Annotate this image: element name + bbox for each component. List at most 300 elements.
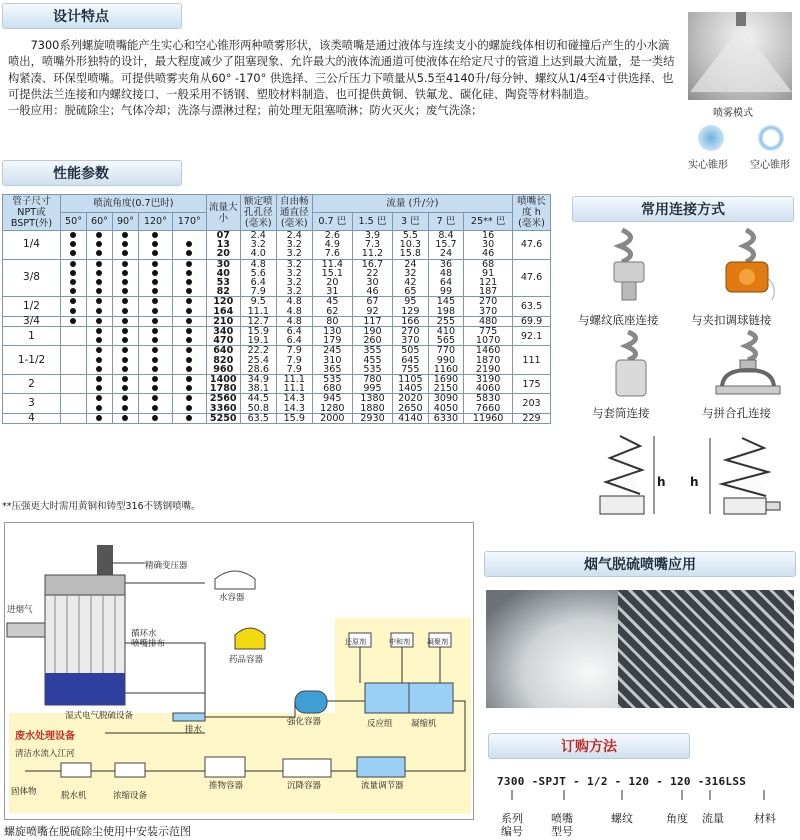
angle-cell bbox=[86, 249, 112, 259]
order-label-model: 喷嘴型号 bbox=[551, 812, 573, 838]
angle-cell bbox=[86, 316, 112, 326]
sleeve-nozzle-icon bbox=[604, 330, 658, 400]
flow-cell: 1280 bbox=[312, 404, 352, 414]
availability-dot-icon bbox=[152, 415, 158, 421]
angle-cell bbox=[86, 231, 112, 241]
flow-size-cell: 120 bbox=[206, 297, 240, 307]
availability-dot-icon bbox=[152, 395, 158, 401]
flow-cell: 410 bbox=[428, 327, 464, 337]
flow-cell: 455 bbox=[352, 356, 392, 365]
orifice-cell: 4.8 bbox=[240, 259, 276, 269]
size-cell: 1-1/2 bbox=[3, 346, 61, 375]
flow-cell: 5830 bbox=[464, 394, 513, 404]
availability-dot-icon bbox=[186, 357, 192, 363]
flow-cell: 990 bbox=[428, 356, 464, 365]
label-dehydrator: 脱水机 bbox=[61, 791, 87, 801]
flow-size-cell: 470 bbox=[206, 336, 240, 346]
availability-dot-icon bbox=[96, 261, 102, 267]
angle-cell bbox=[61, 316, 87, 326]
length-cell: 175 bbox=[513, 375, 551, 394]
passage-cell: 6.4 bbox=[276, 336, 312, 346]
label-sediment-tank: 推物容器 bbox=[209, 781, 244, 791]
availability-dot-icon bbox=[122, 270, 128, 276]
passage-cell: 4.8 bbox=[276, 316, 312, 326]
angle-cell bbox=[112, 384, 138, 394]
flow-cell: 16.7 bbox=[352, 259, 392, 269]
angle-cell bbox=[172, 287, 206, 297]
orifice-cell: 6.4 bbox=[240, 278, 276, 287]
flow-cell: 31 bbox=[312, 287, 352, 297]
flow-cell: 48 bbox=[428, 269, 464, 278]
orifice-cell: 7.9 bbox=[240, 287, 276, 297]
angle-cell bbox=[61, 346, 87, 356]
label-wet-esp: 湿式电气脱硫设备 bbox=[65, 711, 134, 721]
flow-cell: 2.6 bbox=[312, 231, 352, 241]
flow-cell: 260 bbox=[352, 336, 392, 346]
flow-cell: 565 bbox=[428, 336, 464, 346]
applications: 一般应用：脱硫除尘；气体冷却；洗涤与漂淋过程；前处理无阻塞喷淋；防火灭火；废气洗涤； bbox=[8, 104, 483, 118]
flow-cell: 775 bbox=[464, 327, 513, 337]
table-row bbox=[3, 249, 551, 259]
flow-cell: 121 bbox=[464, 278, 513, 287]
passage-cell: 7.9 bbox=[276, 346, 312, 356]
flow-cell: 365 bbox=[312, 365, 352, 375]
availability-dot-icon bbox=[186, 241, 192, 247]
passage-cell: 3.2 bbox=[276, 259, 312, 269]
angle-cell bbox=[138, 316, 172, 326]
availability-dot-icon bbox=[122, 357, 128, 363]
availability-dot-icon bbox=[122, 395, 128, 401]
orifice-cell: 5.6 bbox=[240, 269, 276, 278]
availability-dot-icon bbox=[186, 261, 192, 267]
availability-dot-icon bbox=[96, 366, 102, 372]
orifice-cell: 34.9 bbox=[240, 375, 276, 385]
angle-cell bbox=[138, 413, 172, 423]
table-row bbox=[3, 327, 551, 337]
passage-cell: 3.2 bbox=[276, 249, 312, 259]
flow-cell: 62 bbox=[312, 307, 352, 317]
availability-dot-icon bbox=[96, 357, 102, 363]
angle-cell bbox=[172, 375, 206, 385]
flow-cell: 755 bbox=[393, 365, 429, 375]
availability-dot-icon bbox=[152, 308, 158, 314]
angle-cell bbox=[61, 259, 87, 269]
availability-dot-icon bbox=[186, 279, 192, 285]
angle-cell bbox=[138, 249, 172, 259]
availability-dot-icon bbox=[122, 405, 128, 411]
size-cell: 3 bbox=[3, 394, 61, 413]
angle-cell bbox=[172, 297, 206, 307]
angle-cell bbox=[112, 249, 138, 259]
flow-cell: 24 bbox=[393, 259, 429, 269]
availability-dot-icon bbox=[96, 279, 102, 285]
nozzle-dimension-drawing-2 bbox=[702, 432, 792, 522]
table-row bbox=[3, 307, 551, 317]
flow-cell: 42 bbox=[393, 278, 429, 287]
angle-cell bbox=[138, 384, 172, 394]
angle-cell bbox=[138, 259, 172, 269]
availability-dot-icon bbox=[96, 337, 102, 343]
availability-dot-icon bbox=[152, 250, 158, 256]
pressure-0.7: 0.7 巴 bbox=[312, 213, 352, 231]
flow-cell: 1160 bbox=[428, 365, 464, 375]
angle-cell bbox=[61, 231, 87, 241]
availability-dot-icon bbox=[96, 232, 102, 238]
availability-dot-icon bbox=[122, 347, 128, 353]
angle-60: 60° bbox=[86, 213, 112, 231]
orifice-cell: 50.8 bbox=[240, 404, 276, 414]
flow-cell: 2020 bbox=[393, 394, 429, 404]
flow-cell: 770 bbox=[428, 346, 464, 356]
label-reactor: 反应组 bbox=[367, 719, 393, 729]
availability-dot-icon bbox=[70, 261, 76, 267]
flow-cell: 15.7 bbox=[428, 240, 464, 249]
availability-dot-icon bbox=[70, 270, 76, 276]
split-eyelet-nozzle-icon bbox=[714, 330, 784, 400]
angle-cell bbox=[112, 259, 138, 269]
availability-dot-icon bbox=[186, 415, 192, 421]
angle-50: 50° bbox=[61, 213, 87, 231]
flow-cell: 187 bbox=[464, 287, 513, 297]
order-banner-title: 订购方法 bbox=[561, 739, 617, 755]
angle-90: 90° bbox=[112, 213, 138, 231]
pressure-25: 25** 巴 bbox=[464, 213, 513, 231]
passage-cell: 3.2 bbox=[276, 287, 312, 297]
length-cell: 111 bbox=[513, 346, 551, 375]
length-cell: 203 bbox=[513, 394, 551, 413]
flow-size-cell: 820 bbox=[206, 356, 240, 365]
angle-cell bbox=[112, 231, 138, 241]
angle-cell bbox=[172, 316, 206, 326]
flow-cell: 370 bbox=[393, 336, 429, 346]
length-cell: 47.6 bbox=[513, 259, 551, 297]
connections-banner-title: 常用连接方式 bbox=[641, 202, 725, 218]
fgd-schematic bbox=[4, 522, 474, 820]
flow-cell: 1460 bbox=[464, 346, 513, 356]
order-label-flow: 流量 bbox=[702, 812, 724, 825]
label-transformer: 精确变压器 bbox=[145, 561, 188, 571]
angle-cell bbox=[172, 356, 206, 365]
flow-cell: 91 bbox=[464, 269, 513, 278]
fgd-banner-title: 烟气脱硫喷嘴应用 bbox=[584, 557, 696, 573]
intro-body: 7300系列螺旋喷嘴能产生实心和空心锥形两种喷雾形状，该类喷嘴是通过液体与连续支小的螺旋线体相切和碰撞后产生的小水滴喷出，喷嘴外形独特的设计，最大程度减少了阻塞现象、允许最大的液体流通道可使液体在给定尺寸的管道上达到最大流量，是一类结构紧凑、环保型喷嘴。可提供喷雾夹角从60° -170° 供选择、三公斤压力下喷量从5.5至4140升/每分钟、螺纹从1/4至4寸供选择、也可提供法兰连接和内螺纹接口、一般采用不锈钢、塑胶材料制造、也可提供黄铜、铁氟龙、碳化硅、陶瓷等材料制造。 bbox=[8, 39, 675, 101]
flow-cell: 245 bbox=[312, 346, 352, 356]
availability-dot-icon bbox=[152, 298, 158, 304]
passage-cell: 2.4 bbox=[276, 231, 312, 241]
flow-cell: 1070 bbox=[464, 336, 513, 346]
order-label-angle: 角度 bbox=[666, 812, 688, 825]
availability-dot-icon bbox=[152, 366, 158, 372]
angle-cell bbox=[86, 278, 112, 287]
col-size: 管子尺寸 NPT或 BSPT(外) bbox=[3, 195, 61, 231]
order-label-thread: 螺纹 bbox=[611, 812, 633, 825]
flow-cell: 30 bbox=[352, 278, 392, 287]
table-row bbox=[3, 375, 551, 385]
label-chem-tank: 药品容器 bbox=[229, 655, 264, 665]
angle-cell bbox=[86, 413, 112, 423]
availability-dot-icon bbox=[96, 241, 102, 247]
col-orifice: 额定喷孔孔径(毫米) bbox=[240, 195, 276, 231]
label-reagent3: 凝聚剂 bbox=[427, 638, 448, 646]
flow-cell: 198 bbox=[428, 307, 464, 317]
flow-cell: 310 bbox=[312, 356, 352, 365]
availability-dot-icon bbox=[96, 328, 102, 334]
passage-cell: 11.1 bbox=[276, 384, 312, 394]
order-code: 7300 -SPJT - 1/2 - 120 - 120 -316LSS bbox=[497, 775, 747, 788]
angle-cell bbox=[172, 231, 206, 241]
angle-cell bbox=[112, 404, 138, 414]
angle-cell bbox=[86, 336, 112, 346]
connection-clamp-ball: 与夹扣调球链接 bbox=[691, 313, 772, 327]
design-banner bbox=[2, 3, 182, 29]
flow-cell: 2650 bbox=[393, 404, 429, 414]
schematic-drawing bbox=[5, 523, 475, 821]
flow-cell: 4140 bbox=[393, 413, 429, 423]
availability-dot-icon bbox=[96, 385, 102, 391]
availability-dot-icon bbox=[122, 279, 128, 285]
angle-cell bbox=[86, 307, 112, 317]
availability-dot-icon bbox=[186, 328, 192, 334]
flow-cell: 95 bbox=[393, 297, 429, 307]
availability-dot-icon bbox=[96, 298, 102, 304]
size-cell: 1 bbox=[3, 327, 61, 346]
orifice-cell: 11.1 bbox=[240, 307, 276, 317]
angle-cell bbox=[172, 259, 206, 269]
orifice-cell: 12.7 bbox=[240, 316, 276, 326]
flow-cell: 36 bbox=[428, 259, 464, 269]
angle-cell bbox=[86, 356, 112, 365]
flow-cell: 355 bbox=[352, 346, 392, 356]
angle-cell bbox=[172, 394, 206, 404]
pressure-7: 7 巴 bbox=[428, 213, 464, 231]
flow-size-cell: 164 bbox=[206, 307, 240, 317]
angle-cell bbox=[61, 336, 87, 346]
availability-dot-icon bbox=[152, 318, 158, 324]
label-circulating: 循环水 bbox=[131, 629, 157, 639]
availability-dot-icon bbox=[122, 241, 128, 247]
availability-dot-icon bbox=[122, 415, 128, 421]
spray-mode-caption: 喷雾模式 bbox=[713, 108, 753, 119]
flow-cell: 22 bbox=[352, 269, 392, 278]
col-angle: 喷流角度(0.7巴时) bbox=[61, 195, 207, 213]
availability-dot-icon bbox=[186, 270, 192, 276]
angle-cell bbox=[172, 365, 206, 375]
spray-pattern-photo bbox=[688, 12, 792, 100]
table-row bbox=[3, 413, 551, 423]
flow-size-cell: 07 bbox=[206, 231, 240, 241]
angle-cell bbox=[112, 394, 138, 404]
availability-dot-icon bbox=[96, 347, 102, 353]
angle-cell bbox=[138, 287, 172, 297]
flow-cell: 3090 bbox=[428, 394, 464, 404]
angle-cell bbox=[112, 346, 138, 356]
flow-cell: 4060 bbox=[464, 384, 513, 394]
solid-cone-caption: 实心锥形 bbox=[688, 160, 728, 171]
flow-cell: 680 bbox=[312, 384, 352, 394]
angle-cell bbox=[112, 297, 138, 307]
table-row bbox=[3, 269, 551, 278]
angle-cell bbox=[112, 240, 138, 249]
flow-size-cell: 960 bbox=[206, 365, 240, 375]
angle-cell bbox=[172, 336, 206, 346]
flow-cell: 179 bbox=[312, 336, 352, 346]
passage-cell: 15.9 bbox=[276, 413, 312, 423]
availability-dot-icon bbox=[70, 308, 76, 314]
flow-size-cell: 53 bbox=[206, 278, 240, 287]
angle-cell bbox=[112, 278, 138, 287]
passage-cell: 14.3 bbox=[276, 404, 312, 414]
length-cell: 229 bbox=[513, 413, 551, 423]
flow-cell: 11.2 bbox=[352, 249, 392, 259]
availability-dot-icon bbox=[186, 395, 192, 401]
size-cell: 3/8 bbox=[3, 259, 61, 297]
flow-cell: 45 bbox=[312, 297, 352, 307]
angle-cell bbox=[61, 297, 87, 307]
availability-dot-icon bbox=[152, 279, 158, 285]
solid-cone-icon bbox=[698, 125, 724, 151]
angle-cell bbox=[86, 375, 112, 385]
table-row bbox=[3, 297, 551, 307]
angle-cell bbox=[112, 307, 138, 317]
angle-cell bbox=[86, 287, 112, 297]
pressure-3: 3 巴 bbox=[393, 213, 429, 231]
availability-dot-icon bbox=[186, 337, 192, 343]
availability-dot-icon bbox=[186, 308, 192, 314]
flow-cell: 505 bbox=[393, 346, 429, 356]
angle-cell bbox=[112, 375, 138, 385]
angle-cell bbox=[61, 404, 87, 414]
col-passage: 自由畅通直径(毫米) bbox=[276, 195, 312, 231]
angle-cell bbox=[61, 365, 87, 375]
col-length: 喷嘴长度 h (毫米) bbox=[513, 195, 551, 231]
table-row bbox=[3, 240, 551, 249]
passage-cell: 3.2 bbox=[276, 278, 312, 287]
label-thickener: 浓缩设备 bbox=[113, 791, 148, 801]
flow-cell: 780 bbox=[352, 375, 392, 385]
angle-cell bbox=[112, 336, 138, 346]
flow-cell: 80 bbox=[312, 316, 352, 326]
angle-cell bbox=[138, 297, 172, 307]
availability-dot-icon bbox=[96, 395, 102, 401]
orifice-cell: 63.5 bbox=[240, 413, 276, 423]
flow-size-cell: 340 bbox=[206, 327, 240, 337]
params-table-body bbox=[3, 231, 551, 424]
angle-170: 170° bbox=[172, 213, 206, 231]
dimension-h-left: h bbox=[657, 475, 666, 489]
flow-cell: 4.9 bbox=[312, 240, 352, 249]
flow-cell: 11.4 bbox=[312, 259, 352, 269]
hollow-cone-icon bbox=[758, 125, 784, 151]
angle-cell bbox=[138, 307, 172, 317]
orifice-cell: 44.5 bbox=[240, 394, 276, 404]
table-row bbox=[3, 404, 551, 414]
orifice-cell: 19.1 bbox=[240, 336, 276, 346]
label-wastewater: 废水处理设备 bbox=[15, 731, 75, 742]
angle-cell bbox=[172, 404, 206, 414]
col-flow-size: 流量大小 bbox=[206, 195, 240, 231]
flow-cell: 1105 bbox=[393, 375, 429, 385]
availability-dot-icon bbox=[186, 298, 192, 304]
angle-cell bbox=[86, 404, 112, 414]
connection-threaded-base: 与螺纹底座连接 bbox=[578, 313, 659, 327]
angle-cell bbox=[172, 384, 206, 394]
flow-cell: 3190 bbox=[464, 375, 513, 385]
orifice-cell: 25.4 bbox=[240, 356, 276, 365]
passage-cell: 11.1 bbox=[276, 375, 312, 385]
angle-cell bbox=[138, 346, 172, 356]
params-banner bbox=[2, 160, 182, 186]
design-banner-title: 设计特点 bbox=[53, 9, 109, 25]
table-row bbox=[3, 231, 551, 241]
availability-dot-icon bbox=[96, 250, 102, 256]
flow-size-cell: 210 bbox=[206, 316, 240, 326]
size-cell: 1/2 bbox=[3, 297, 61, 316]
availability-dot-icon bbox=[152, 347, 158, 353]
label-drain: 排水 bbox=[185, 725, 203, 735]
flow-size-cell: 3360 bbox=[206, 404, 240, 414]
orifice-cell: 38.1 bbox=[240, 384, 276, 394]
availability-dot-icon bbox=[186, 250, 192, 256]
flow-cell: 5.5 bbox=[393, 231, 429, 241]
label-neutralize: 强化容器 bbox=[287, 717, 322, 727]
angle-120: 120° bbox=[138, 213, 172, 231]
flow-cell: 46 bbox=[352, 287, 392, 297]
clamp-ball-nozzle-icon bbox=[716, 228, 782, 306]
threaded-base-nozzle-icon bbox=[600, 228, 660, 306]
table-row bbox=[3, 394, 551, 404]
angle-cell bbox=[138, 327, 172, 337]
angle-cell bbox=[112, 413, 138, 423]
flow-cell: 1380 bbox=[352, 394, 392, 404]
availability-dot-icon bbox=[152, 376, 158, 382]
angle-cell bbox=[86, 394, 112, 404]
angle-cell bbox=[138, 269, 172, 278]
flow-cell: 46 bbox=[464, 249, 513, 259]
angle-cell bbox=[61, 287, 87, 297]
availability-dot-icon bbox=[152, 337, 158, 343]
angle-cell bbox=[172, 249, 206, 259]
col-flow: 流量 (升/分) bbox=[312, 195, 512, 213]
size-cell: 1/4 bbox=[3, 231, 61, 260]
angle-cell bbox=[172, 240, 206, 249]
label-inlet: 进烟气 bbox=[7, 605, 33, 615]
angle-cell bbox=[172, 346, 206, 356]
angle-cell bbox=[138, 375, 172, 385]
flow-size-cell: 40 bbox=[206, 269, 240, 278]
angle-cell bbox=[138, 240, 172, 249]
table-row bbox=[3, 278, 551, 287]
flow-cell: 535 bbox=[312, 375, 352, 385]
passage-cell: 4.8 bbox=[276, 297, 312, 307]
orifice-cell: 22.2 bbox=[240, 346, 276, 356]
flow-cell: 64 bbox=[428, 278, 464, 287]
flow-cell: 92 bbox=[352, 307, 392, 317]
availability-dot-icon bbox=[96, 376, 102, 382]
angle-cell bbox=[138, 394, 172, 404]
availability-dot-icon bbox=[186, 376, 192, 382]
table-row bbox=[3, 259, 551, 269]
angle-cell bbox=[86, 327, 112, 337]
pressure-1.5: 1.5 巴 bbox=[352, 213, 392, 231]
flow-cell: 8.4 bbox=[428, 231, 464, 241]
angle-cell bbox=[86, 240, 112, 249]
availability-dot-icon bbox=[122, 376, 128, 382]
angle-cell bbox=[112, 365, 138, 375]
flow-cell: 1690 bbox=[428, 375, 464, 385]
availability-dot-icon bbox=[122, 261, 128, 267]
angle-cell bbox=[172, 269, 206, 278]
availability-dot-icon bbox=[96, 318, 102, 324]
